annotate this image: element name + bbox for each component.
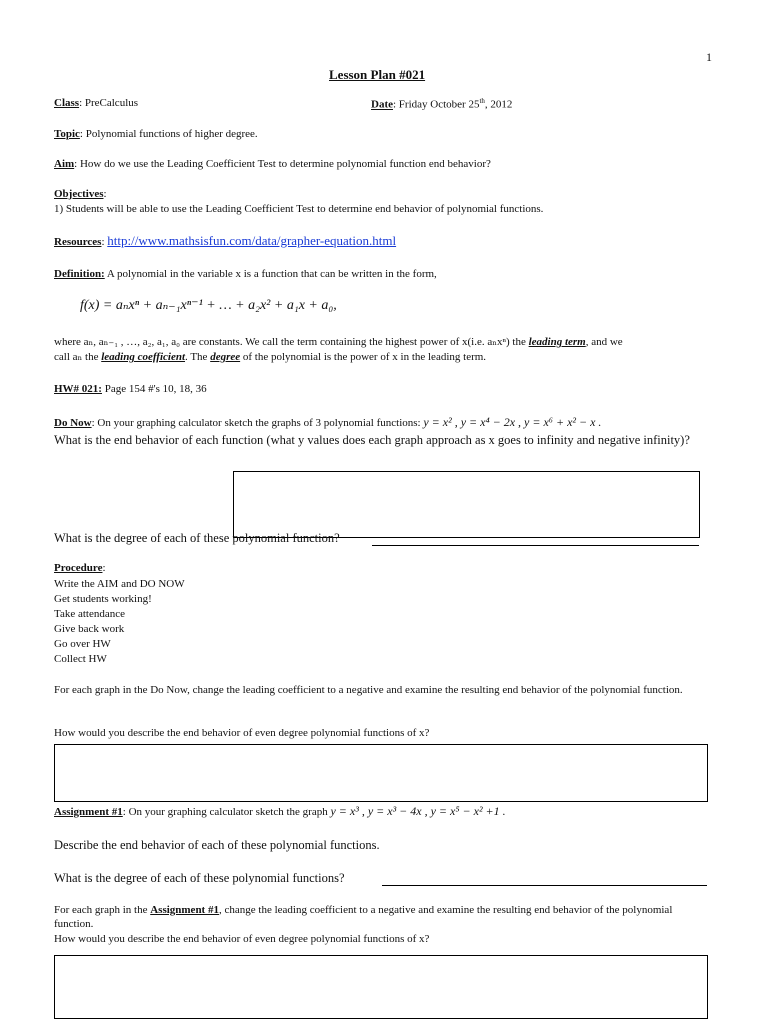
class-value: : PreCalculus [79,97,139,109]
leading-coefficient: leading coefficient [101,351,186,363]
page-title: Lesson Plan #021 [329,67,426,82]
class-label: Class [54,97,80,109]
degree-word: degree [210,351,241,363]
donow-text: : On your graphing calculator sketch the graphs of 3 polynomial functions: [91,417,421,429]
donow-label: Do Now [54,417,92,429]
assignment-text: : On your graphing calculator sketch the graph [122,806,328,818]
procedure-list [54,577,185,667]
assign-neg-b: , change the leading coefficient to a negative and examine the resulting end behavior of the polynomial function. [54,904,673,930]
hw-line [54,383,207,395]
objectives-heading [54,188,107,200]
objectives-label: Objectives [54,188,104,200]
even-degree-question-1: How would you describe the end behavior of even degree polynomial functions of x? [54,727,430,739]
definition-text: A polynomial in the variable x is a function that can be written in the form, [106,268,437,280]
topic-line [54,128,258,140]
where-text-2c: of the polynomial is the power of x in the leading term. [242,351,487,363]
procedure-step: Go over HW [54,638,111,650]
procedure-step: Take attendance [54,608,125,620]
date-label: Date [371,98,393,111]
where-line-1 [54,335,623,348]
answer-box-1[interactable] [233,471,700,538]
polynomial-formula: f(x) = aₙxⁿ + aₙ₋₁xⁿ⁻¹ + … + a₂x² + a₁x + a₀, [80,298,337,313]
where-text-2: call aₙ the [54,351,99,363]
objective-1: 1) Students will be able to use the Leading Coefficient Test to determine end behavior of polynomial functions. [54,203,544,215]
where-text-2b: . The [185,351,208,363]
procedure-heading [54,562,106,574]
hw-value: Page 154 #'s 10, 18, 36 [104,383,207,395]
leading-term: leading term [528,336,586,348]
hw-label: HW# 021: [54,383,102,395]
donow-equations: y = x² , y = x⁴ − 2x , y = x⁶ + x² − x . [423,415,602,429]
resources-colon: : [101,236,105,248]
resources-line [54,233,396,249]
describe-text: Describe the end behavior of each of these polynomial functions. [54,838,380,852]
aim-line [54,158,491,170]
answer-line-1[interactable] [372,545,699,546]
assign-neg-a: For each graph in the [54,904,148,916]
where-text-1b: , and we [585,336,623,348]
procedure-step: Write the AIM and DO NOW [54,578,185,590]
where-text-1: where aₙ, aₙ₋₁ , …, a₂, a₁, a₀ are constants. We call the term containing the highest power of x(i.e. aₙxⁿ) the [54,336,526,348]
answer-box-3[interactable] [54,955,708,1019]
donow-question: What is the end behavior of each function (what y values does each graph approach as x goes to infinity and negative infinity)? [54,433,690,447]
topic-value: : Polynomial functions of higher degree. [79,128,258,140]
date-value: : Friday October 25 [393,98,480,111]
procedure-label: Procedure [54,562,103,574]
objectives-colon: : [103,188,107,200]
assignment-equations: y = x³ , y = x³ − 4x , y = x⁵ − x² +1 . [330,804,506,818]
assignment-line [54,804,506,819]
definition-line [54,268,437,280]
assign-neg-text [54,903,714,931]
topic-label: Topic [54,128,80,140]
donow-line [54,415,601,430]
page-number: 1 [706,50,712,64]
definition-label: Definition: [54,268,105,280]
class-line [54,97,138,109]
even-degree-question-2: How would you describe the end behavior of even degree polynomial functions of x? [54,933,430,945]
date-year: , 2012 [484,98,513,111]
procedure-step: Get students working! [54,593,152,605]
answer-line-2[interactable] [382,885,707,886]
answer-box-2[interactable] [54,744,708,802]
procedure-colon: : [102,562,106,574]
assign-neg-label: Assignment #1 [150,904,219,916]
date-suffix: th [479,97,485,105]
resources-label: Resources [54,236,102,248]
degree-question-1: What is the degree of each of these polynomial function? [54,531,340,545]
resources-link[interactable]: http://www.mathsisfun.com/data/grapher-equation.html [107,233,397,248]
where-line-2 [54,350,486,363]
neg-coef-text: For each graph in the Do Now, change the leading coefficient to a negative and examine the resulting end behavior of the polynomial function. [54,684,683,696]
aim-label: Aim [54,158,75,170]
assignment-label: Assignment #1 [54,806,123,818]
date-line [371,97,512,111]
procedure-step: Collect HW [54,653,107,665]
procedure-step: Give back work [54,623,125,635]
degree-question-2: What is the degree of each of these polynomial functions? [54,871,345,885]
aim-value: : How do we use the Leading Coefficient Test to determine polynomial function end behavior? [74,158,491,170]
